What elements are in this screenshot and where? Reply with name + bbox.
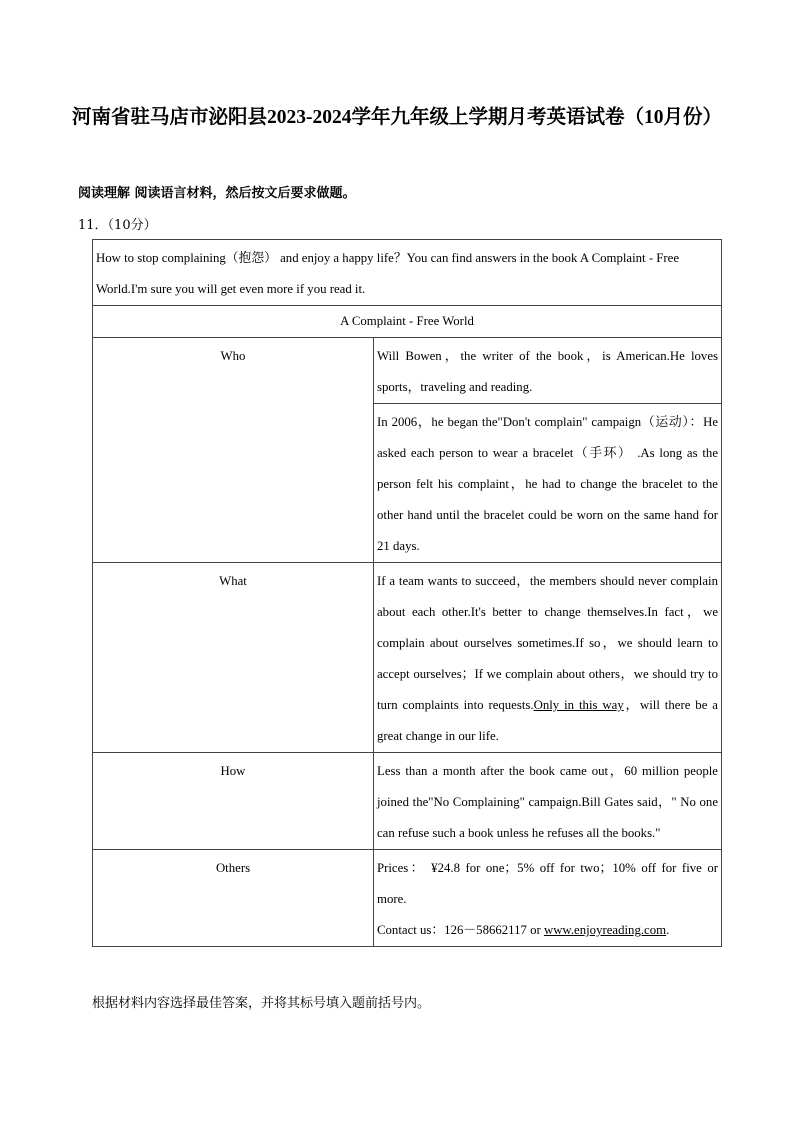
table-row-how: [93, 753, 722, 850]
intro-cell: How to stop complaining（抱怨） and enjoy a happy life？You can find answers in the book A Complaint - Free World.I'm sure you will get even more if you read it.: [93, 240, 722, 306]
table-row-what: [93, 563, 722, 753]
reading-table: [92, 239, 722, 947]
others-prices: Prices： ¥24.8 for one；5% off for two；10% off for five or more.: [377, 861, 718, 906]
page-title: 河南省驻马店市泌阳县2023-2024学年九年级上学期月考英语试卷（10月份）: [72, 107, 722, 128]
who-text-1: Will Bowen，the writer of the book，is American.He loves sports，traveling and reading.: [374, 338, 722, 404]
question-number: 11．（10分）: [78, 218, 157, 233]
others-label: Others: [93, 850, 374, 947]
table-row-intro: [93, 240, 722, 306]
book-title-cell: A Complaint - Free World: [93, 306, 722, 338]
who-text-2: In 2006，he began the"Don't complain" campaign（运动）：He asked each person to wear a bracelet（手环） .As long as the person felt his complaint，he had to change the bracelet to the other hand until the bracelet could be worn on the same hand for 21 days.: [374, 404, 722, 563]
answer-instruction: 根据材料内容选择最佳答案，并将其标号填入题前括号内。: [92, 996, 431, 1011]
how-text: Less than a month after the book came out，60 million people joined the"No Complaining" campaign.Bill Gates said，" No one can refuse such a book unless he refuses all the books.": [374, 753, 722, 850]
others-contact: [377, 915, 718, 946]
what-text-post: ，will there be a great change in our life.: [377, 698, 718, 743]
instruction-text: 阅读理解 阅读语言材料，然后按文后要求做题。: [78, 186, 356, 201]
website-link[interactable]: www.enjoyreading.com: [543, 923, 667, 937]
who-label: Who: [93, 338, 374, 563]
table-row-who-1: [93, 338, 722, 404]
what-text-underlined: Only in this way: [533, 698, 624, 712]
how-label: How: [93, 753, 374, 850]
what-text: [374, 563, 722, 753]
what-label: What: [93, 563, 374, 753]
table-row-book-title: [93, 306, 722, 338]
others-text: [374, 850, 722, 947]
contact-prefix: Contact us：126－58662117 or: [377, 923, 544, 937]
what-text-pre: If a team wants to succeed，the members should never complain about each other.It's better to change themselves.In fact，we complain about ourselves sometimes.If so，we should learn to accept ourselves；If we complain about others，we should try to turn complaints into requests.: [377, 574, 718, 712]
contact-suffix: .: [666, 923, 670, 937]
table-row-others: [93, 850, 722, 947]
